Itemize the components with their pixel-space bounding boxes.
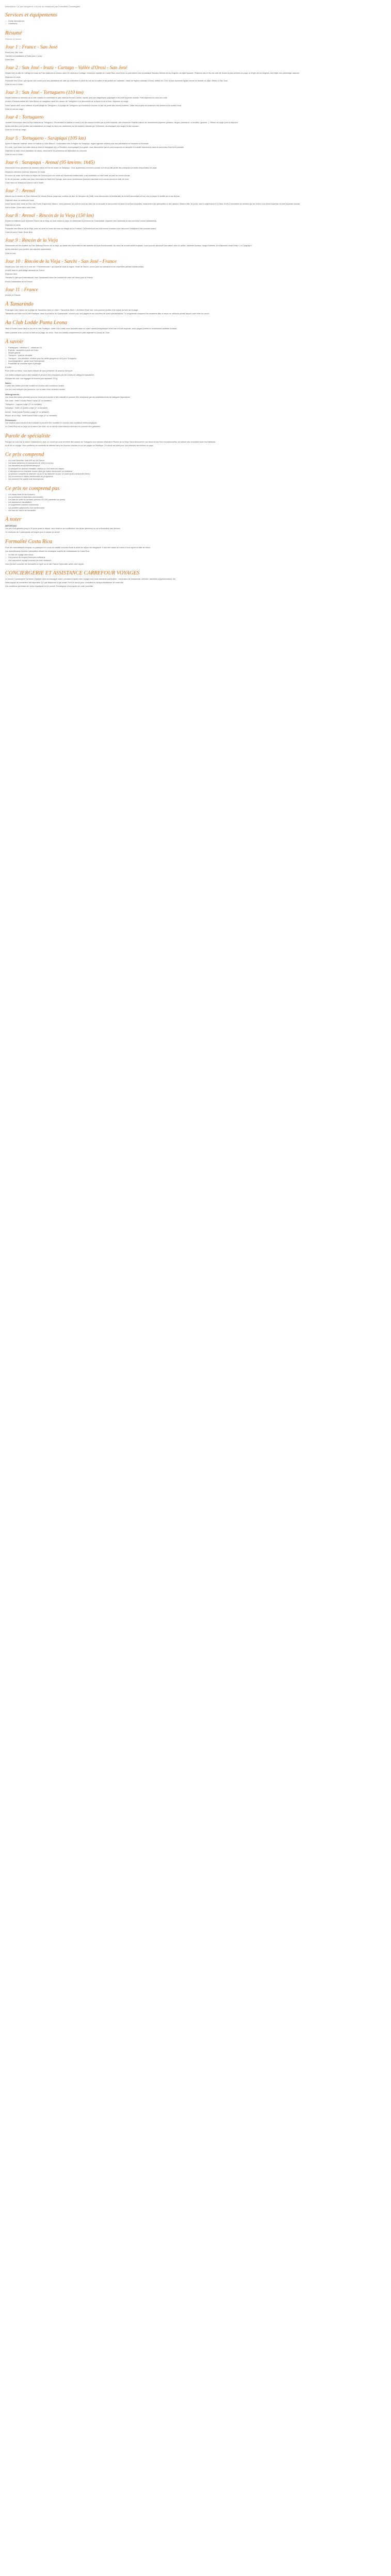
formalites-text: Pour les ressortissants français, un passeport en cours de validité couvrant toute la durée du séjour est obligatoire. Il doit être valide au moins 6 mois après la date de retour. (5, 546, 151, 549)
a-savoir-sub: Les hôtels indiqués sont à titre indicatif et peuvent être remplacés par des hôtels de catégorie équivalente. (5, 374, 95, 376)
important-heading: IMPORTANT (5, 524, 17, 528)
day-paragraph: Départ pour San José où le nom de « Panamericana » qui traverse toute la région. Visite de Sarchí, connu pour son artisanat et les charrettes peintes traditionnelles. (5, 265, 144, 268)
day-block (5, 238, 386, 255)
day-paragraph: Dîner et 2e nuit au lodge. (5, 129, 27, 131)
notes-bottom-text: Un minimum de 2 participants est requis pour le départ du circuit. (5, 531, 60, 534)
a-savoir-sub: Pendant les vols, vos bagages ne doivent pas dépasser 23 kg. (5, 377, 58, 380)
day-title: Jour 3 : San José - Tortuguero (110 km) (5, 90, 84, 96)
day-block (5, 65, 386, 86)
day-block (5, 287, 386, 297)
services-list (5, 20, 386, 25)
list-item: • Le transport en autocar climatisé, minibus ou 4x4 selon les étapes (5, 468, 386, 470)
day-paragraph: Nuit à l'hôtel. Dîner dans votre hôtel. (5, 207, 36, 209)
day-paragraph: Dîner et nuit à l'hôtel. (5, 154, 23, 156)
parole-title: Parole de spécialiste (5, 433, 51, 439)
list-item: • La pension complète du déjeuner du jour 2 au déjeuner du jour 10 (sauf repas mentionnés libres) (5, 473, 386, 476)
tamarindo-title: À Tamarindo (5, 301, 34, 307)
day-paragraph: Déjeuner en route. (5, 224, 21, 226)
list-item: • Transport : autocar climatisé (5, 354, 386, 357)
club-text: Situé à Punta Leona dans le sud de la côte Pacifique, notre Club Lodde vous accueille dans un cadre naturel exceptionnel entre mer et forêt tropicale, avec plages privées et nombreuses activités incluses. (5, 328, 177, 330)
a-savoir-sub: À noter : (5, 366, 12, 369)
day-block (5, 44, 386, 62)
list-item: • Les taxes aériennes et redevances de 136 € à ce jour (5, 462, 386, 465)
list-item: • Les activités optionnelles non mentionnées (5, 507, 386, 510)
a-savoir-title: À savoir (5, 338, 24, 345)
parole-text: Plongez au cœur de la nature costaricienne avec ce circuit qui vous emmène des canaux de Tortuguero aux volcans d'Arenal et Rincón de la Vieja. Vous découvrirez une faune et une flore exceptionnelles, au rythme des rencontres avec les habitants. (5, 440, 216, 443)
conciergerie-text: Les conditions générales de vente s'appliquent à ce produit. Renseignez-vous auprès de votre conseiller. (5, 585, 94, 588)
day-paragraph: Dans l'après-midi, vous visiterez le petit village de Tortuguero, à la plage de Tortuguero qui fonctionne comme un site de ponte des tortues marines. Visite des projets de protection des tortues et du musée local. (5, 104, 182, 107)
club-title: Au Club Lodde Punta Leona (5, 320, 68, 326)
list-item: • Enfants : acceptés à partir de 8 ans (5, 349, 386, 352)
day-paragraph: Départ en direction d'Arenal. Déjeuner en route. (5, 171, 46, 173)
day-paragraph: Dîner et nuit. (5, 252, 17, 255)
hotel-line: Sarapiquí : Hotel La Quinta Lodge (3* ou similaire) (5, 407, 48, 410)
list-item: • Les transferts aéroport/hôtel/aéroport (5, 465, 386, 467)
hebergements-text: Les noms des hôtels précisés pour ce circuit sont donnés à titre indicatif et pourront être remplacés par des établissements de catégorie équivalente. (5, 396, 131, 398)
day-block (5, 90, 386, 111)
day-block (5, 259, 386, 283)
day-title: Jour 10 : Rincón de la Vieja - Sarchí - San José - France (5, 259, 117, 264)
day-block (5, 135, 386, 157)
day-block (5, 213, 386, 234)
list-item: • Une assurance voyage couvrant les frais médicaux (5, 560, 386, 562)
day-paragraph: Poursuite vers Rincón de la Vieja, avec un arrêt en cours de route au village de La Fortuna. Cet endroit est une très bonne occasion pour découvrir l'artisanat et les produits locaux. (5, 227, 157, 230)
hotel-line: Arenal : Hotel Arenal Paraíso Lodge (3* ou similaire) (5, 411, 50, 413)
resume-lead: Résumé du produit (5, 38, 22, 40)
list-item: • Les repas libres et les boissons (5, 494, 386, 496)
day-paragraph: Arrivée dans le petit village artisanal de Sarchí. (5, 269, 45, 272)
a-savoir-sub: Pour votre vol retour, vous aurez besoin de vous présenter 3h avant à l'aéroport. (5, 370, 73, 372)
day-paragraph: Dîner et nuit au lodge. (5, 108, 24, 110)
day-title: Jour 2 : San José - Irazù - Cartago - Vallée d'Orosi - San José (5, 65, 127, 71)
day-paragraph: Poursuite vers Orosi, qui expose une cuvée pour ses plantations de café qui s'étendent à perte de vue sur la vallée et les jardins de Lankester. Visite de l'église coloniale d'Orosi, édifiée en 1743, la plus ancienne église encore en activité du pays. Retour à San José. (5, 79, 229, 82)
list-item: • Départ garanti (5, 352, 386, 354)
day-paragraph: Marche sur le sentier du Parc National du Volcan Arenal, jusqu'aux coulées de lave de l'éruption de 1968, vous découvrirez la biodiversité de la forêt secondaire et une vue à couper le souffle sur le lac Arenal. (5, 195, 180, 198)
tamarindo-text: Tamarindo est situé sur la côte Pacifique, dans la province du Guanacaste, connue pour ses plages et ses couchers de soleil spectaculaires. Ce programme comprend les transferts aller et retour en véhicule privatif depuis votre hôtel du circuit. (5, 313, 209, 315)
list-item: • Possibilité de chambre triple à partager (5, 363, 386, 365)
services-title: Services et équipements (5, 12, 57, 19)
day-title: Jour 8 : Arenal - Rincón de la Vieja (150 km) (5, 213, 94, 219)
day-title: Jour 11 : France (5, 287, 38, 293)
list-item: • Une preuve de moyens financiers suffisants (5, 556, 386, 559)
remarks-text: Le Costa Rica est un pays où la nature est reine, de ce fait les observations d'animaux ne peuvent être garanties. (5, 426, 101, 428)
day-paragraph: Dîner et nuit à l'hôtel. Dîner libre. (5, 231, 33, 233)
list-item: • Les pourboires et dépenses personnelles (5, 496, 386, 499)
list-item: • Les frais de sortie du territoire (environ 29 USD payables sur place) (5, 499, 386, 501)
price-included-list (5, 460, 386, 481)
list-item: • Les excursions et visites mentionnées au programme (5, 476, 386, 478)
day-paragraph: En route, vous ferez une halte dans le réserve biologique de La Tirimbina. Accompagné d'un guide, vous découvrirez par un pont suspendu la canopée et ensuite descendrez dans le sous-bois d'une forêt primaire. (5, 146, 185, 148)
day-paragraph: Départ vers la ville de Cartago en route du Parc National du Volcan Irazù. En arrivant à Cartago, l'ancienne capitale du Costa Rica, vous ferez un petit détour vers la basilique Nuestra Señora de los Ángeles, de style byzantin. Plusieurs fois le lieu de culte de l'icône la plus vénérée du pays, la Virgen de los Ángeles, est l'objet d'un pèlerinage national. (5, 72, 300, 75)
day-block (5, 114, 386, 132)
remarks-heading: Remarques : (5, 419, 18, 422)
list-item: • Accompagnateur : guide local francophone (5, 360, 386, 363)
conciergerie-text: Notre équipe de conseillers est disponible 7j/7 par téléphone et par email. Pour en savoir plus, consultez la rubrique Assistance de notre site. (5, 582, 124, 584)
day-paragraph: Déjeuner en route. (5, 76, 21, 78)
club-text: Votre chambre avec vue sur la forêt ou la plage, au choix. Tous nos forfaits comprennent le petit-déjeuner et l'accès au Club. (5, 331, 110, 334)
day-paragraph: Arrivée à l'embarcadère de Caño Blanco et navigation dans les canaux de Tortuguero à la découverte de la faune et de la flore. Déjeuner au lodge. (5, 100, 129, 103)
list-item: • Les frais de visa et de formalités (5, 510, 386, 512)
note-text: L'ordre des visites peut être modifié en fonction des conditions locales. (5, 385, 65, 387)
day-paragraph: Déjeuner libre. (5, 273, 18, 276)
price-included-title: Ce prix comprend (5, 452, 44, 458)
day-paragraph: Envol à destination de la France. (5, 280, 33, 283)
list-item: • Participants : minimum 2 - maximum 24 (5, 347, 386, 349)
note-text: Les prix sont indiqués par personne, sur la base d'une chambre double. (5, 388, 66, 391)
a-savoir-list (5, 347, 386, 365)
price-excluded-title: Ce prix ne comprend pas (5, 485, 60, 492)
hebergements-heading: Hébergements : (5, 393, 21, 396)
price-excluded-list (5, 494, 386, 512)
list-item: • Carreleurs (5, 23, 386, 25)
page (5, 5, 386, 588)
list-item: • Les assurances facultatives (5, 501, 386, 504)
day-paragraph: En fin de journée, profitez des eaux thermales de Baldi Hot Springs, avec leurs nombreuses piscines naturelles et le volcan Arenal en toile de fond. (5, 178, 129, 181)
formalites-text: Les ressortissants d'autres nationalités doivent se renseigner auprès de l'ambassade du Costa Rica. (5, 550, 90, 552)
day-title: Jour 7 : Arenal (5, 189, 35, 194)
day-title: Jour 4 : Tortuguero (5, 115, 44, 121)
list-item: • Guide francophone (5, 20, 386, 23)
list-item: • Les services d'un guide local francophone (5, 478, 386, 481)
itinerary (5, 44, 386, 297)
day-title: Jour 9 : Rincón de la Vieja (5, 238, 58, 244)
tamarindo-text: Prolongez votre séjour sur la plage de Tamarindo dans un hôtel « Tamarindo Diria ». Au terme d'une nuit, vous pourrez profiter d'un séjour au bord de la plage. (5, 309, 139, 311)
hotel-line: Tortuguero : Laguna Lodge (3* ou similaire) (5, 403, 42, 406)
list-item: • Un titre de voyage aller-retour (5, 554, 386, 556)
day-paragraph: Arrivée en France. (5, 294, 21, 296)
list-item: • Le supplément chambre individuelle (5, 504, 386, 506)
formalites-title: Formalité Costa Rica (5, 538, 52, 545)
day-paragraph: Après-midi libre pour profiter des installations du lodge ou faire une randonnée sur les sentiers naturels qui l'entourent, accompagné des singes et des oiseaux. (5, 125, 139, 128)
day-paragraph: Départ en matinée pour rejoindre Rincón de la Vieja, au nord-ouest du pays, en traversant la province du Guanacaste, royaume des haciendas et des cow-boys locaux (sabaneros). (5, 220, 157, 223)
day-paragraph: Après le déjeuner matinal, retour en bateau à Caño Blanco. Continuation vers la région de Sarapiquí, région agricole célèbre pour ses plantations de bananes et d'ananas. (5, 142, 149, 145)
day-title: Jour 5 : Tortuguero - Sarapiquí (105 km) (5, 135, 86, 141)
day-paragraph: Dîner dans un restaurant local et nuit à l'hôtel. (5, 182, 44, 184)
day-paragraph: Déjeuner et visite d'une plantation de cacao, découverte du processus de fabrication du chocolat. (5, 150, 87, 152)
day-title: Jour 6 : Sarapiquí - Arenal (95 km/env. 1h45) (5, 160, 95, 166)
day-title: Jour 1 : France - San José (5, 44, 58, 50)
day-paragraph: Dîner et nuit à l'hôtel. (5, 83, 23, 86)
page-description: Description: Ce prix comprend / Ce prix ne comprend pas Formalités Conciergerie (5, 5, 80, 8)
list-item: • Les vols Paris/San José A/R sur Air France (5, 460, 386, 462)
day-paragraph: Déjeuner dans un restaurant local. (5, 199, 35, 201)
conciergerie-text: Le service Conciergerie Carrefour Voyages vous accompagne avant, pendant et après votre voyage pour toute demande particulière : réservation de restaurants, activités, transferts supplémentaires, etc. (5, 578, 176, 580)
day-paragraph: Envol pour San José. (5, 51, 24, 54)
hotel-line: Rincón de la Vieja : Hotel Buena Vista Lodge (3* ou similaire) (5, 414, 57, 417)
remarks-text: Les horaires sont donnés à titre indicatif et peuvent être modifiés en fonction des conditions météorologiques. (5, 422, 97, 425)
list-item: • L'hébergement en chambre double dans les hôtels mentionnés ou similaires (5, 470, 386, 473)
day-paragraph: En cours de route, arrêt dans la région de Fortuna pour une visite de l'hacienda traditionnelle, puis installation à votre hôtel au pied du volcan Arenal. (5, 174, 131, 177)
day-paragraph: Transfert et installation à l'hôtel pour 2 nuits. (5, 55, 43, 58)
resume-title: Résumé (5, 30, 22, 36)
day-block (5, 160, 386, 184)
notes-heading: Notes : (5, 381, 12, 384)
day-paragraph: Départ matinal en direction de la côte caraïbe en traversant le parc national Braulio Carrillo, réputé pour ses magnifiques paysages et sa forêt tropicale humide. Petit-déjeuner en cours de route. (5, 97, 168, 99)
parole-text: Au fil de ce voyage, vous profiterez de moments de détente dans les sources chaudes et sur les plages du Pacifique. Ce circuit est idéal pour une première découverte du pays. (5, 444, 154, 447)
day-paragraph: Dîner libre. (5, 59, 15, 61)
day-paragraph: Après-midi libre pour profiter des activités optionnelles. (5, 248, 52, 251)
day-paragraph: Randonnée sur les sentiers du Parc National Rincón de la Vieja, qui abrite des fumerolles et des bassins de boue bouillonnante. Au cœur de la forêt sèche tropicale, vous pourrez découvrir une nature riche et variée, observer toucans, singes hurleurs, et la fameuse chute d'eau « La Cangreja ». (5, 245, 253, 247)
notes-bottom-title: À noter (5, 517, 22, 523)
formalites-closing: Vous pouvez consulter les formalités en ligne sur le site France Diplomatie avant votre départ. (5, 563, 85, 565)
notes-bottom-text: Les prix sont garantis jusqu'à 30 jours avant le départ, sous réserve de modification des taxes aériennes ou de la fluctuation des devises. (5, 528, 121, 530)
formalites-list (5, 554, 386, 562)
day-block (5, 188, 386, 209)
day-paragraph: Journée d'excursion dans le Parc National de Tortuguero. Promenade en bateau à moteur sur les canaux bordés par la forêt tropicale, afin d'observer l'habitat naturel de nombreuses espèces (oiseaux, singes, paresseux, crocodiles, iguanes...). Retour au lodge pour le déjeuner. (5, 122, 239, 124)
day-paragraph: Dans l'après-midi, visite du Parc des Ponts Suspendus Mistico. Vous passerez de pont en pont au cœur de la canopée et découvrirez la faune et la flore tropicales, notamment des grenouilles et des oiseaux. Mistico offre 16 ponts, dont 6 suspendus et 10 fixes, et les 3 kilomètres de sentiers qui les relient vous feront traverser la forêt tropicale humide. (5, 202, 301, 205)
list-item: • Transport : bus climatisé, minibus pour les petits groupes ou 4x4 pour Tortuguero (5, 358, 386, 360)
day-paragraph: Découverte d'une plantation de bananes dans une ferme locale de Sarapiquí. Vous apprendrez comment pousse ce fruit qui fait partie des principaux produits d'exportation du pays. (5, 167, 157, 170)
day-paragraph: Transfert à l'aéroport international Juan Santamaría selon les horaires de votre vol retour pour la France. (5, 277, 93, 279)
hotel-line: San José : Hotel Country Plaza Cariari (4* ou similaire) (5, 400, 52, 402)
conciergerie-title: CONCIERGERIE ET ASSISTANCE CARREFOUR VOYAGES (5, 570, 140, 576)
